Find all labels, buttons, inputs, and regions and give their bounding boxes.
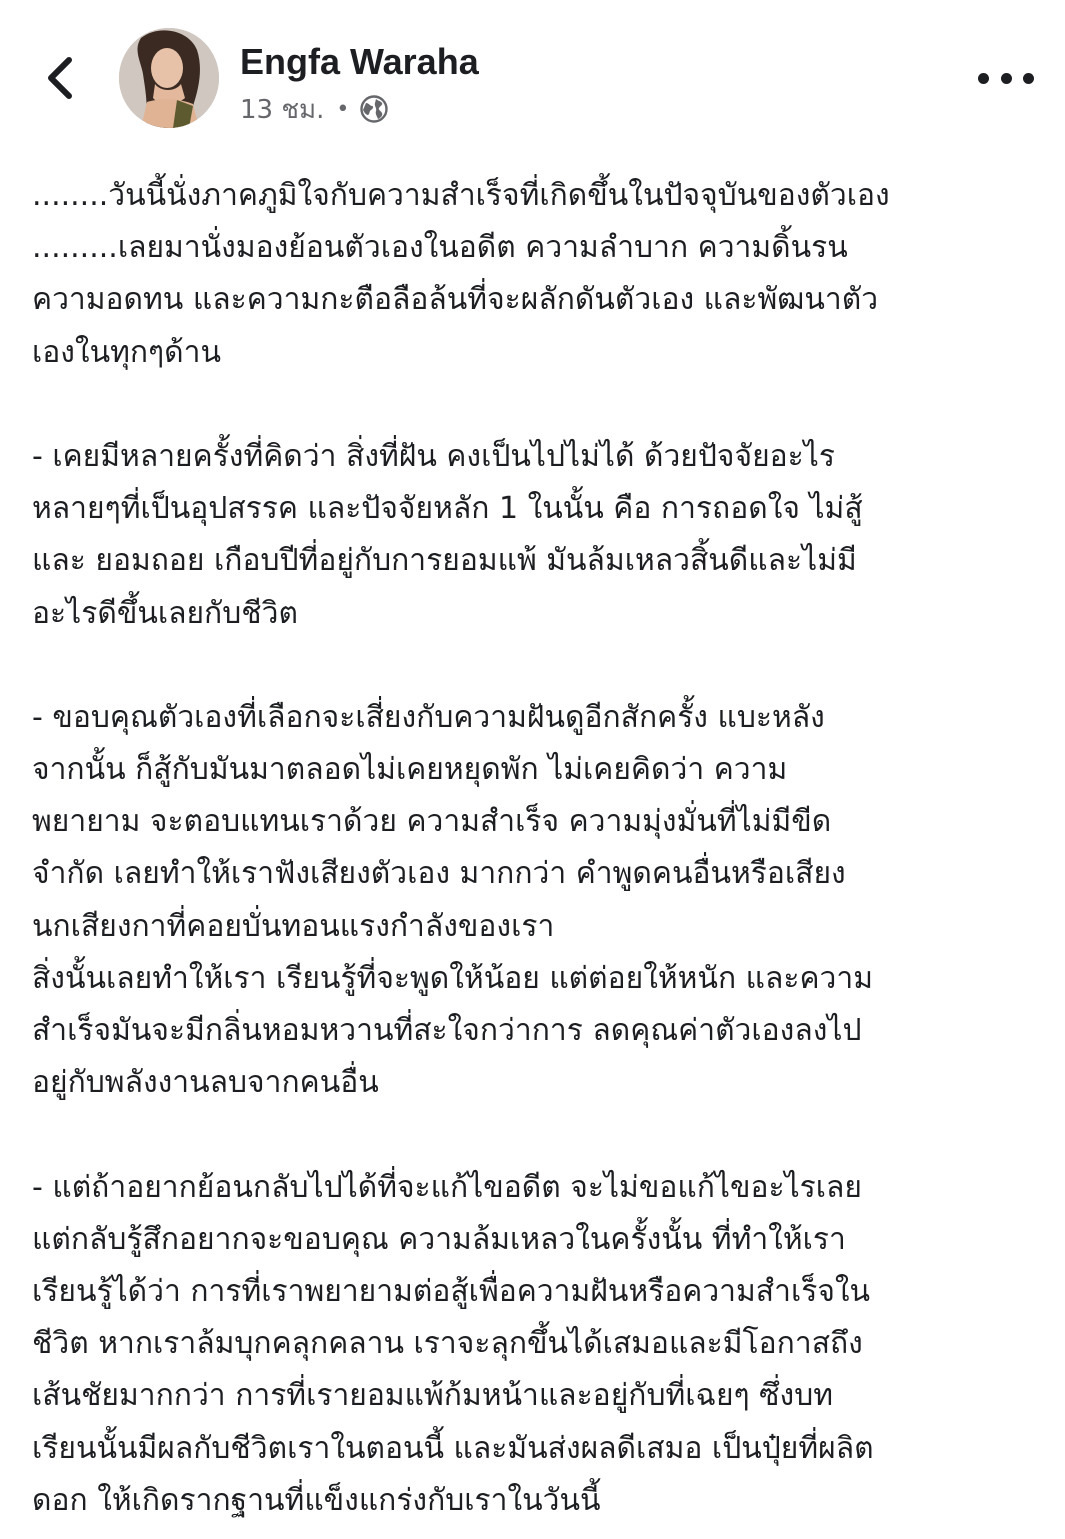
post-text-line: และ ยอมถอย เกือบปีที่อยู่กับการยอมแพ้ มันล้มเหลวสิ้นดีและไม่มี	[32, 543, 857, 579]
post-text-line: เส้นชัยมากกว่า การที่เรายอมแพ้ก้มหน้าและอยู่กับที่เฉยๆ ซึ่งบท	[32, 1378, 834, 1414]
back-button[interactable]	[34, 50, 86, 106]
author-name[interactable]: Engfa Waraha	[240, 41, 479, 82]
post-text-line: จำกัด เลยทำให้เราฟังเสียงตัวเอง มากกว่า คำพูดคนอื่นหรือเสียง	[32, 856, 846, 892]
globe-icon[interactable]	[359, 94, 389, 124]
more-horizontal-icon	[1001, 73, 1012, 84]
post-text-line: ความอดทน และความกะตือลือล้นที่จะผลักดันตัวเอง และพัฒนาตัว	[32, 282, 879, 318]
post-text-line: อะไรดีขึ้นเลยกับชีวิต	[32, 595, 298, 631]
meta-separator: •	[336, 96, 350, 122]
post-paragraph	[32, 170, 1042, 379]
post-text-line: หลายๆที่เป็นอุปสรรค และปัจจัยหลัก 1 ในนั้น คือ การถอดใจ ไม่สู้	[32, 491, 863, 527]
post-text-line: เรียนรู้ได้ว่า การที่เราพยายามต่อสู้เพื่อความฝันหรือความสำเร็จใน	[32, 1273, 871, 1309]
post-body	[32, 170, 1042, 1527]
post-paragraph	[32, 431, 1042, 640]
post-text-line: สำเร็จมันจะมีกลิ่นหอมหวานที่สะใจกว่าการ ลดคุณค่าตัวเองลงไป	[32, 1013, 862, 1048]
paragraph-spacer	[32, 1109, 1042, 1161]
post-text-line: จากนั้น ก็สู้กับมันมาตลอดไม่เคยหยุดพัก ไม่เคยคิดว่า ความ	[32, 752, 788, 788]
more-horizontal-icon	[978, 73, 989, 84]
paragraph-spacer	[32, 379, 1042, 431]
post-text-line: - แต่ถ้าอยากย้อนกลับไปได้ที่จะแก้ไขอดีต จะไม่ขอแก้ไขอะไรเลย	[32, 1169, 862, 1205]
post-text-line: ชีวิต หากเราล้มบุกคลุกคลาน เราจะลุกขึ้นได้เสมอและมีโอกาสถึง	[32, 1326, 863, 1362]
post-meta	[240, 92, 389, 126]
post-paragraph	[32, 692, 1042, 1110]
post-header	[0, 0, 1065, 150]
post-text-line: แต่กลับรู้สึกอยากจะขอบคุณ ความล้มเหลวในครั้งนั้น ที่ทำให้เรา	[32, 1221, 846, 1257]
post-timestamp[interactable]: 13 ชม.	[240, 94, 325, 125]
post-text-line: ดอก ให้เกิดรากฐานที่แข็งแกร่งกับเราในวันนี้	[32, 1482, 601, 1518]
post-text-line: - ขอบคุณตัวเองที่เลือกจะเสี่ยงกับความฝันดูอีกสักครั้ง แบะหลัง	[32, 699, 825, 735]
post-text-line: อยู่กับพลังงานลบจากคนอื่น	[32, 1065, 379, 1101]
post-text-line: เรียนนั้นมีผลกับชีวิตเราในตอนนี้ และมันส่งผลดีเสมอ เป็นปุ๋ยที่ผลิต	[32, 1430, 874, 1466]
more-options-button[interactable]	[978, 60, 1034, 96]
more-horizontal-icon	[1023, 73, 1034, 84]
post-text-line: ........วันนี้นั่งภาคภูมิใจกับความสำเร็จที่เกิดขึ้นในปัจจุบันของตัวเอง	[32, 178, 890, 213]
post-text-line: สิ่งนั้นเลยทำให้เรา เรียนรู้ที่จะพูดให้น้อย แต่ต่อยให้หนัก และความ	[32, 960, 874, 996]
post-paragraph	[32, 1162, 1042, 1527]
post-text-line: พยายาม จะตอบแทนเราด้วย ความสำเร็จ ความมุ่งมั่นที่ไม่มีขีด	[32, 804, 832, 840]
post-text-line: - เคยมีหลายครั้งที่คิดว่า สิ่งที่ฝัน คงเป็นไปไม่ได้ ด้วยปัจจัยอะไร	[32, 438, 835, 474]
post-text-line: นกเสียงกาที่คอยบั่นทอนแรงกำลังของเรา	[32, 908, 555, 944]
paragraph-spacer	[32, 640, 1042, 692]
post-text-line: เองในทุกๆด้าน	[32, 334, 221, 370]
avatar[interactable]	[119, 28, 219, 128]
chevron-left-icon	[45, 56, 75, 100]
post-text-line: .........เลยมานั่งมองย้อนตัวเองในอดีต ความลำบาก ความดิ้นรน	[32, 230, 848, 266]
